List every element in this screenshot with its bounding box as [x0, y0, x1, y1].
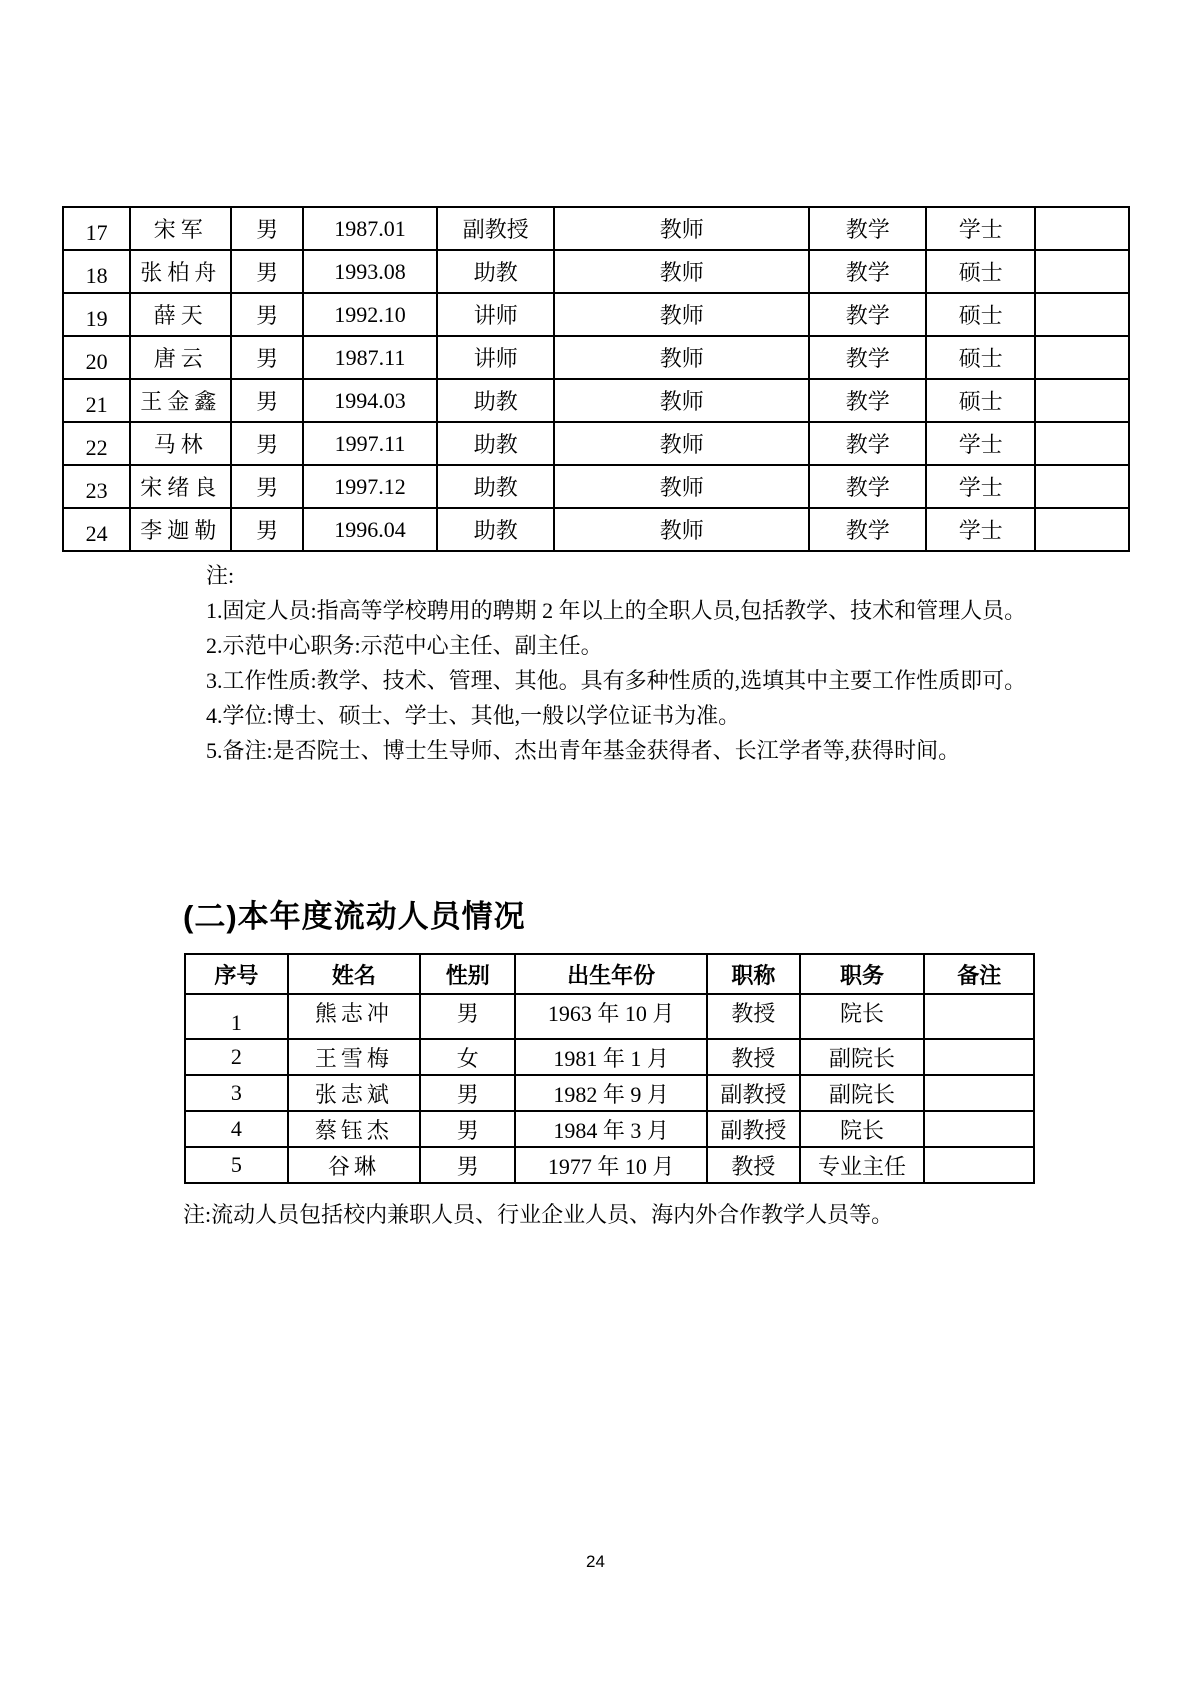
cell-gender: 男: [420, 1075, 515, 1111]
note-item-5: 5.备注:是否院士、博士生导师、杰出青年基金获得者、长江学者等,获得时间。: [206, 738, 961, 763]
cell-remark: [924, 1147, 1034, 1183]
cell-worktype: 教学: [809, 379, 926, 422]
cell-title: 讲师: [437, 336, 554, 379]
column-header-birth: 出生年份: [515, 954, 707, 994]
column-header-name: 姓名: [288, 954, 420, 994]
cell-gender: 男: [420, 1111, 515, 1147]
cell-role: 教师: [554, 336, 809, 379]
cell-worktype: 教学: [809, 207, 926, 250]
notes-section: [118, 558, 1076, 768]
cell-birth: 1984 年 3 月: [515, 1111, 707, 1147]
cell-remark: [1035, 422, 1129, 465]
cell-birth: 1987.01: [303, 207, 437, 250]
mobile-staff-note: 注:流动人员包括校内兼职人员、行业企业人员、海内外合作教学人员等。: [183, 1202, 894, 1227]
cell-remark: [1035, 465, 1129, 508]
mobile-staff-table: [184, 953, 1035, 1184]
cell-gender: 男: [231, 250, 302, 293]
fixed-staff-table: [62, 206, 1130, 552]
cell-remark: [924, 1075, 1034, 1111]
cell-gender: 男: [231, 293, 302, 336]
table-row: [63, 465, 1129, 508]
cell-title: 助教: [437, 422, 554, 465]
cell-seq: 21: [63, 379, 130, 422]
cell-seq: 23: [63, 465, 130, 508]
cell-name: 唐云: [130, 336, 231, 379]
table-row: [63, 379, 1129, 422]
cell-degree: 学士: [926, 422, 1035, 465]
column-header-position: 职务: [800, 954, 925, 994]
cell-gender: 男: [231, 508, 302, 551]
cell-position: 院长: [800, 1111, 925, 1147]
cell-degree: 硕士: [926, 250, 1035, 293]
cell-degree: 硕士: [926, 379, 1035, 422]
cell-title: 助教: [437, 250, 554, 293]
cell-worktype: 教学: [809, 293, 926, 336]
cell-role: 教师: [554, 379, 809, 422]
cell-role: 教师: [554, 422, 809, 465]
cell-seq: 2: [185, 1039, 288, 1075]
cell-title: 讲师: [437, 293, 554, 336]
cell-name: 王金鑫: [130, 379, 231, 422]
cell-title: 教授: [707, 1039, 800, 1075]
cell-seq: 5: [185, 1147, 288, 1183]
cell-name: 王雪梅: [288, 1039, 420, 1075]
cell-role: 教师: [554, 250, 809, 293]
cell-birth: 1992.10: [303, 293, 437, 336]
table-row: [185, 1075, 1034, 1111]
cell-remark: [1035, 207, 1129, 250]
note-item-1: 1.固定人员:指高等学校聘用的聘期 2 年以上的全职人员,包括教学、技术和管理人员。: [206, 598, 1027, 623]
cell-degree: 硕士: [926, 293, 1035, 336]
cell-remark: [1035, 293, 1129, 336]
cell-position: 副院长: [800, 1075, 925, 1111]
cell-name: 张柏舟: [130, 250, 231, 293]
cell-worktype: 教学: [809, 508, 926, 551]
cell-position: 院长: [800, 994, 925, 1039]
column-header-seq: 序号: [185, 954, 288, 994]
cell-seq: 22: [63, 422, 130, 465]
cell-seq: 17: [63, 207, 130, 250]
cell-birth: 1996.04: [303, 508, 437, 551]
cell-title: 助教: [437, 379, 554, 422]
cell-name: 马林: [130, 422, 231, 465]
column-header-gender: 性别: [420, 954, 515, 994]
cell-position: 副院长: [800, 1039, 925, 1075]
cell-seq: 19: [63, 293, 130, 336]
cell-gender: 男: [231, 422, 302, 465]
note-item-2: 2.示范中心职务:示范中心主任、副主任。: [206, 633, 603, 658]
cell-title: 副教授: [437, 207, 554, 250]
cell-seq: 3: [185, 1075, 288, 1111]
cell-worktype: 教学: [809, 422, 926, 465]
cell-remark: [924, 1039, 1034, 1075]
cell-seq: 4: [185, 1111, 288, 1147]
cell-name: 谷琳: [288, 1147, 420, 1183]
cell-name: 熊志冲: [288, 994, 420, 1039]
cell-position: 专业主任: [800, 1147, 925, 1183]
table-row: [63, 336, 1129, 379]
cell-birth: 1993.08: [303, 250, 437, 293]
cell-remark: [924, 994, 1034, 1039]
cell-role: 教师: [554, 465, 809, 508]
cell-name: 薛天: [130, 293, 231, 336]
cell-role: 教师: [554, 207, 809, 250]
table-row: [63, 293, 1129, 336]
notes-label: 注:: [206, 563, 235, 588]
cell-degree: 硕士: [926, 336, 1035, 379]
page-number: 24: [586, 1552, 605, 1571]
cell-birth: 1963 年 10 月: [515, 994, 707, 1039]
cell-gender: 男: [231, 379, 302, 422]
cell-seq: 1: [185, 994, 288, 1039]
cell-title: 助教: [437, 508, 554, 551]
cell-title: 助教: [437, 465, 554, 508]
cell-gender: 男: [231, 207, 302, 250]
cell-name: 张志斌: [288, 1075, 420, 1111]
section-title: (二)本年度流动人员情况: [183, 899, 526, 934]
cell-gender: 女: [420, 1039, 515, 1075]
cell-seq: 20: [63, 336, 130, 379]
cell-role: 教师: [554, 293, 809, 336]
cell-title: 副教授: [707, 1111, 800, 1147]
cell-remark: [924, 1111, 1034, 1147]
table-row: [63, 422, 1129, 465]
cell-seq: 18: [63, 250, 130, 293]
cell-birth: 1997.11: [303, 422, 437, 465]
cell-title: 副教授: [707, 1075, 800, 1111]
cell-gender: 男: [420, 1147, 515, 1183]
table-row: [63, 250, 1129, 293]
table-row: [63, 508, 1129, 551]
cell-name: 宋军: [130, 207, 231, 250]
note-item-4: 4.学位:博士、硕士、学士、其他,一般以学位证书为准。: [206, 703, 741, 728]
cell-title: 教授: [707, 994, 800, 1039]
cell-name: 宋绪良: [130, 465, 231, 508]
cell-remark: [1035, 250, 1129, 293]
cell-birth: 1977 年 10 月: [515, 1147, 707, 1183]
cell-gender: 男: [231, 465, 302, 508]
cell-role: 教师: [554, 508, 809, 551]
cell-remark: [1035, 379, 1129, 422]
table-header-row: [185, 954, 1034, 994]
cell-worktype: 教学: [809, 336, 926, 379]
cell-title: 教授: [707, 1147, 800, 1183]
column-header-remark: 备注: [924, 954, 1034, 994]
table-row: [185, 1111, 1034, 1147]
cell-seq: 24: [63, 508, 130, 551]
table-row: [185, 994, 1034, 1039]
cell-birth: 1987.11: [303, 336, 437, 379]
cell-worktype: 教学: [809, 465, 926, 508]
cell-degree: 学士: [926, 207, 1035, 250]
cell-gender: 男: [231, 336, 302, 379]
cell-birth: 1997.12: [303, 465, 437, 508]
cell-gender: 男: [420, 994, 515, 1039]
cell-degree: 学士: [926, 508, 1035, 551]
table-row: [185, 1039, 1034, 1075]
cell-birth: 1982 年 9 月: [515, 1075, 707, 1111]
table-row: [185, 1147, 1034, 1183]
cell-worktype: 教学: [809, 250, 926, 293]
cell-remark: [1035, 336, 1129, 379]
cell-name: 蔡钰杰: [288, 1111, 420, 1147]
column-header-title: 职称: [707, 954, 800, 994]
table-row: [63, 207, 1129, 250]
cell-name: 李迦勒: [130, 508, 231, 551]
cell-degree: 学士: [926, 465, 1035, 508]
cell-remark: [1035, 508, 1129, 551]
cell-birth: 1981 年 1 月: [515, 1039, 707, 1075]
cell-birth: 1994.03: [303, 379, 437, 422]
note-item-3: 3.工作性质:教学、技术、管理、其他。具有多种性质的,选填其中主要工作性质即可。: [206, 668, 1027, 693]
